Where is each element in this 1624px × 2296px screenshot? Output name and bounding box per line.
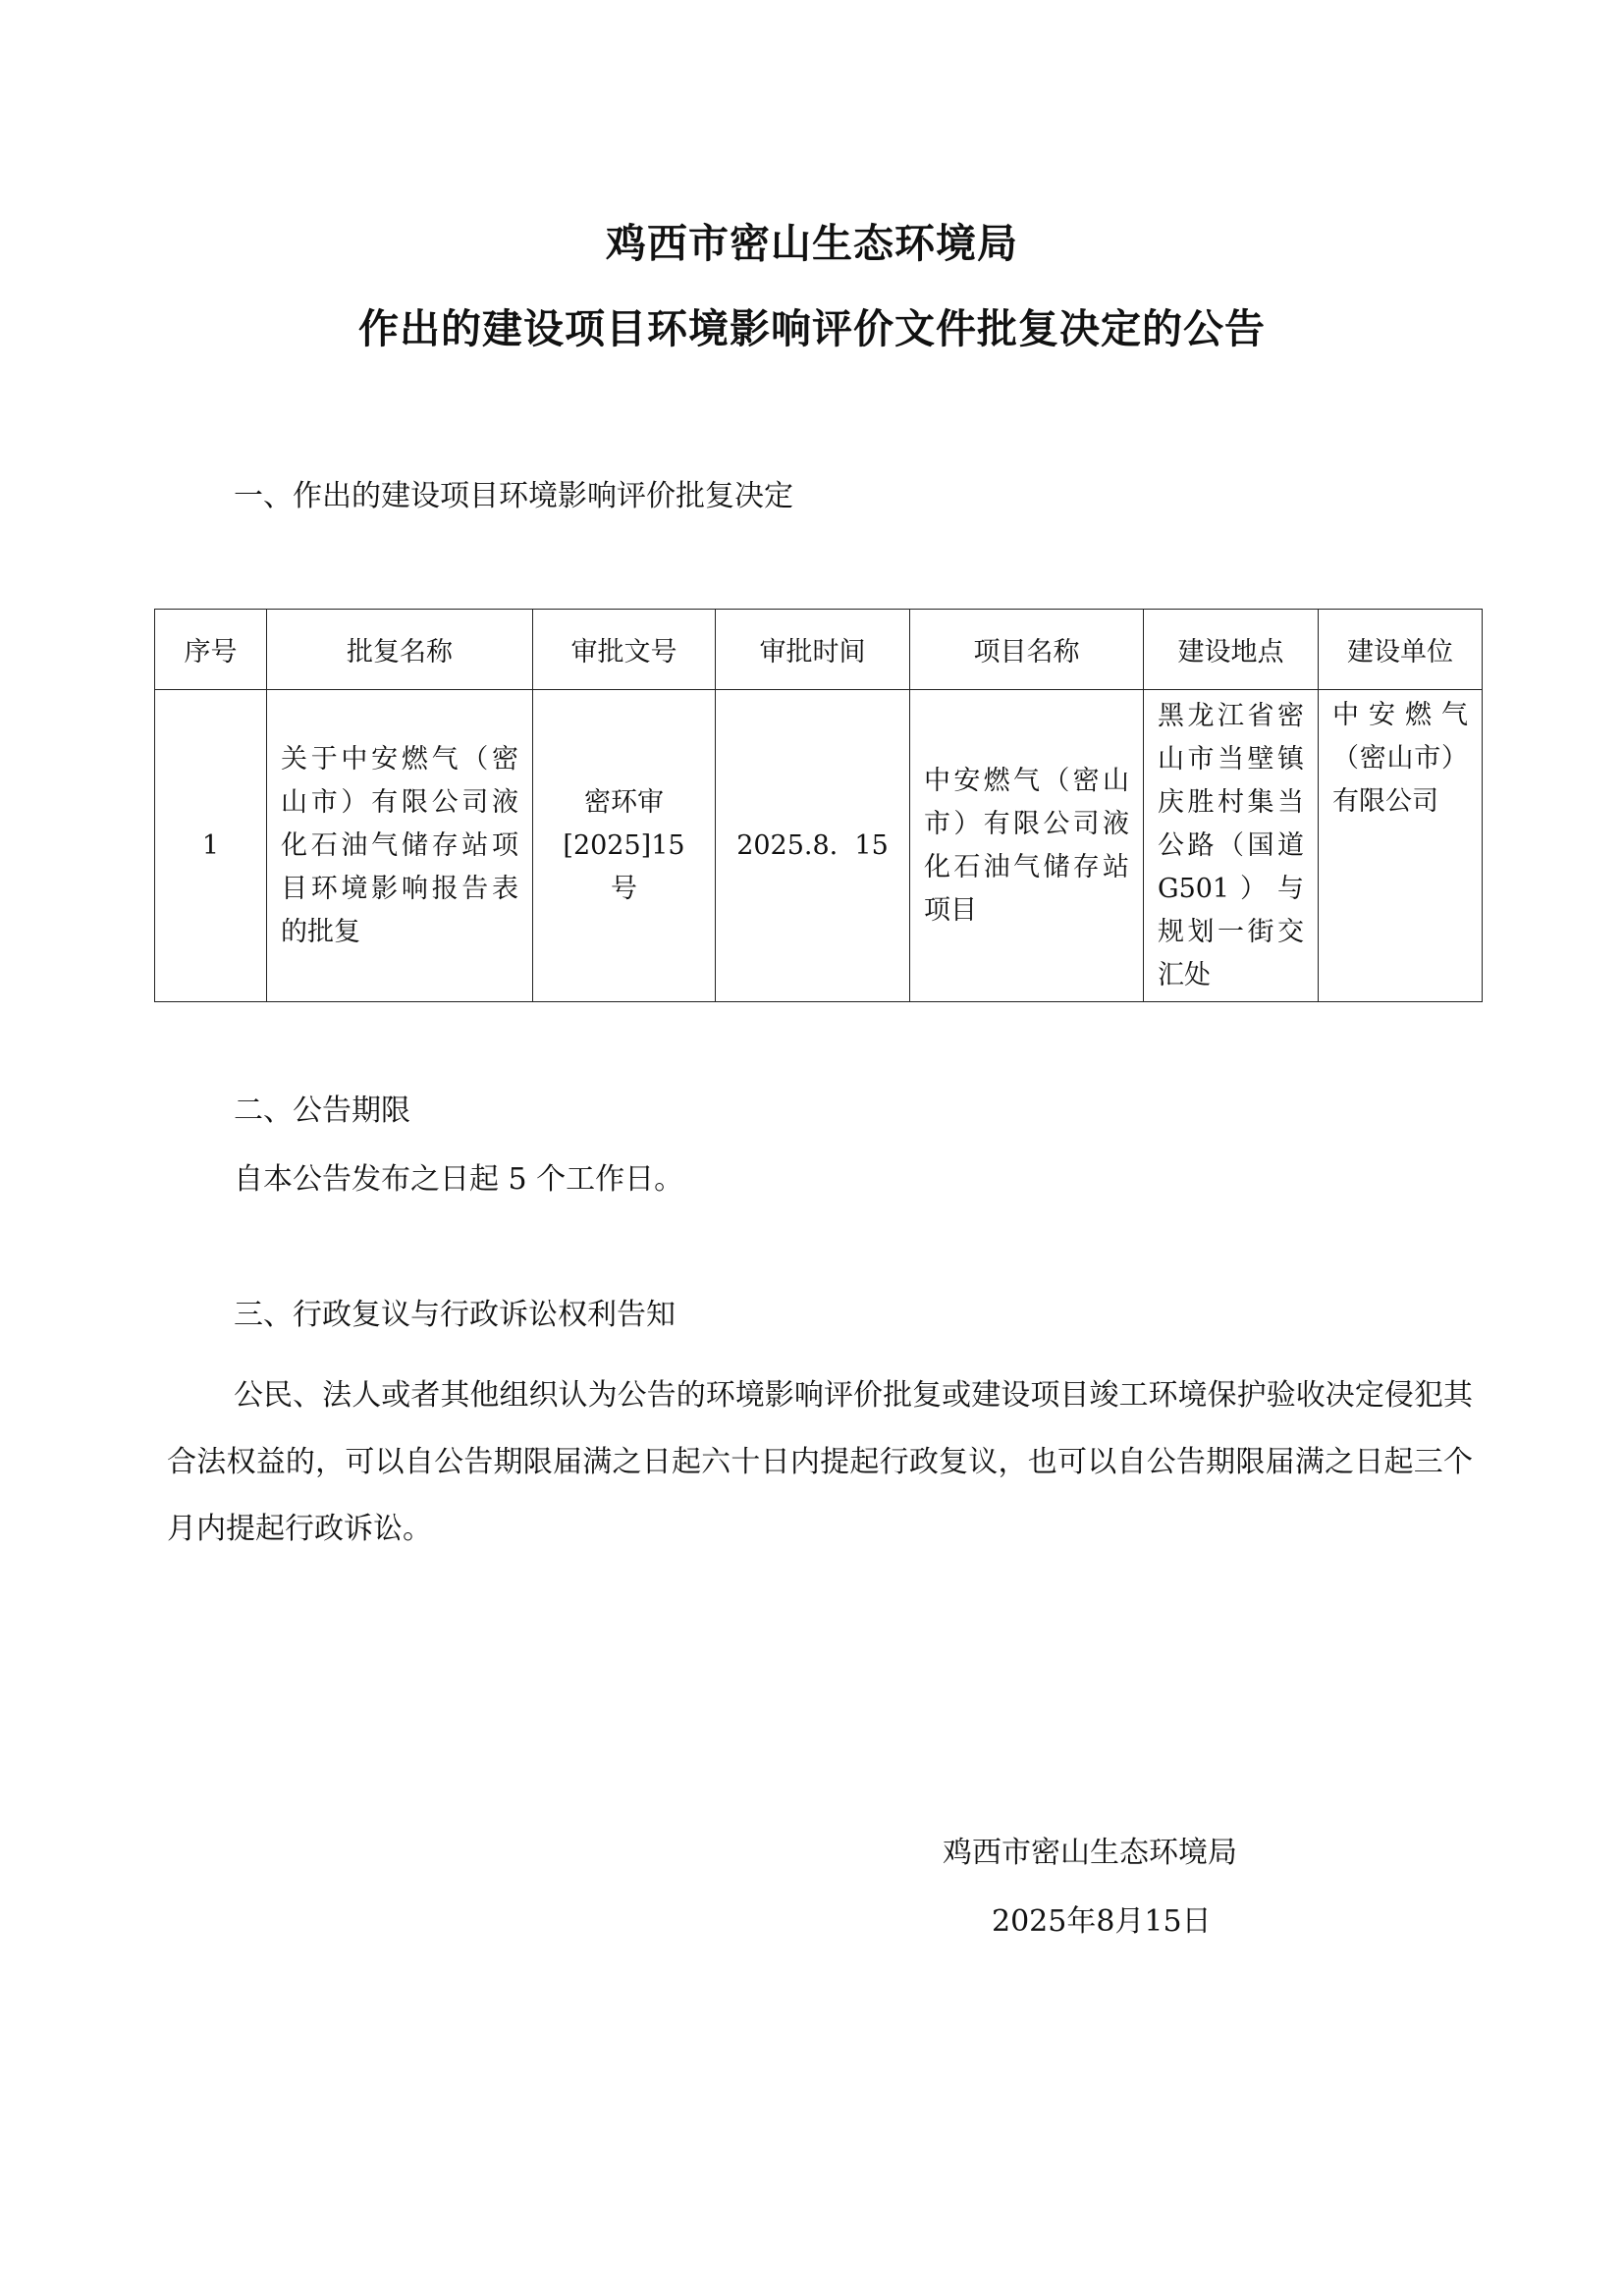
cell-project-name: 中安燃气（密山市）有限公司液化石油气储存站项目 [910, 690, 1144, 1002]
section3-body: 公民、法人或者其他组织认为公告的环境影响评价批复或建设项目竣工环境保护验收决定侵犯其 合法权益的，可以自公告期限届满之日起六十日内提起行政复议，也可以自公告期限届满之日起三个月内提起行政诉讼。 [167, 1378, 1473, 1546]
header-builder: 建设单位 [1319, 610, 1483, 690]
header-index: 序号 [155, 610, 267, 690]
cell-doc-number [533, 690, 716, 1002]
doc-number-line2: [2025]15 号 [563, 829, 685, 904]
header-project-name: 项目名称 [910, 610, 1144, 690]
document-title-line2: 作出的建设项目环境影响评价文件批复决定的公告 [358, 305, 1266, 352]
section1-heading: 一、作出的建设项目环境影响评价批复决定 [234, 479, 793, 513]
header-approval-name: 批复名称 [267, 610, 533, 690]
cell-approval-name: 关于中安燃气（密山市）有限公司液化石油气储存站项目环境影响报告表的批复 [267, 690, 533, 1002]
cell-index: 1 [155, 690, 267, 1002]
signature-organization: 鸡西市密山生态环境局 [943, 1836, 1237, 1870]
section2-body: 自本公告发布之日起 5 个工作日。 [234, 1162, 684, 1197]
document-title-line1: 鸡西市密山生态环境局 [606, 220, 1018, 267]
section3-heading: 三、行政复议与行政诉讼权利告知 [234, 1298, 676, 1332]
cell-approval-date: 2025.8. 15 [716, 690, 910, 1002]
table-header-row [155, 610, 1483, 690]
cell-builder: 中安燃气（密山市）有限公司 [1319, 690, 1483, 1002]
cell-location: 黑龙江省密山市当壁镇庆胜村集当公路（国道G501）与规划一街交汇处 [1144, 690, 1319, 1002]
section2-heading: 二、公告期限 [234, 1094, 410, 1128]
signature-date: 2025年8月15日 [992, 1904, 1212, 1939]
header-doc-number: 审批文号 [533, 610, 716, 690]
doc-number-line1: 密环审 [584, 786, 664, 818]
approval-table [154, 609, 1483, 1002]
table-row [155, 690, 1483, 1002]
header-location: 建设地点 [1144, 610, 1319, 690]
header-approval-date: 审批时间 [716, 610, 910, 690]
